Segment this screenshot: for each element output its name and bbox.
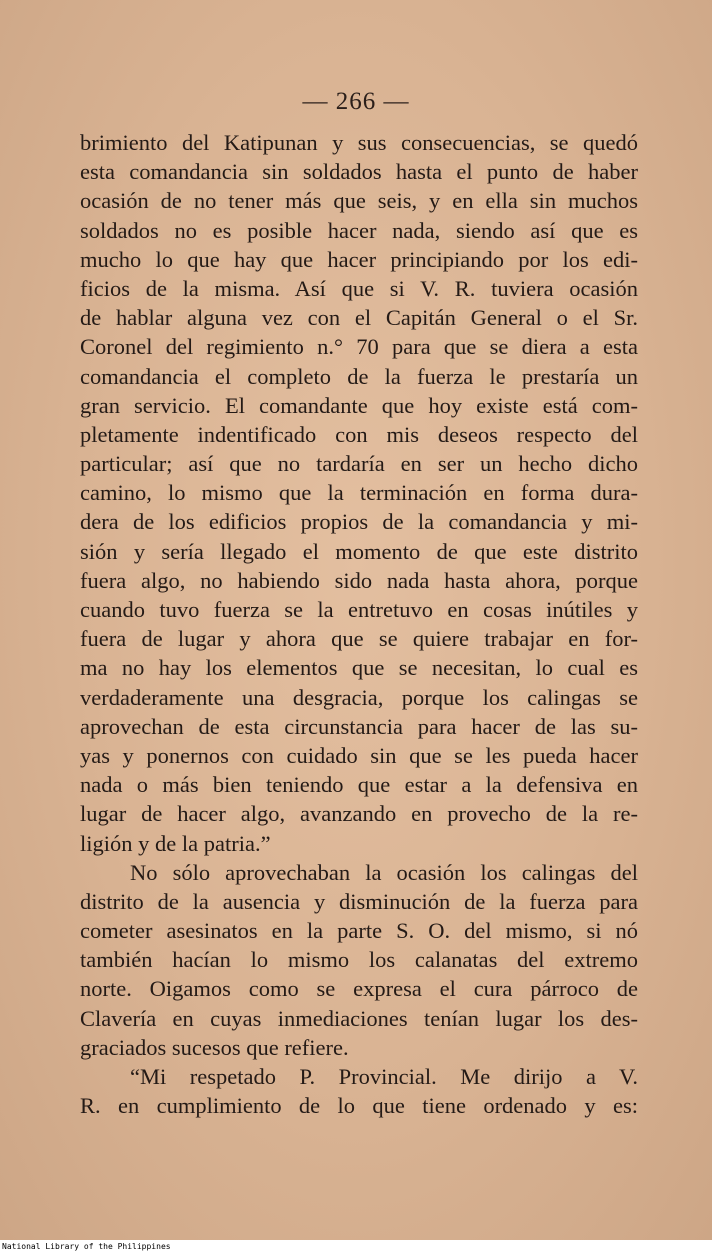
text-line: esta comandancia sin soldados hasta el punto de haber <box>80 159 638 185</box>
text-line: cometer asesinatos en la parte S. O. del mismo, si nó <box>80 918 638 944</box>
text-line: verdaderamente una desgracia, porque los calingas se <box>80 684 638 710</box>
text-line: brimiento del Katipunan y sus consecuencias, se quedó <box>80 130 638 155</box>
text-line: mucho lo que hay que hacer principiando por los edi- <box>80 246 638 272</box>
text-line: R. en cumplimiento de lo que tiene ordenado y es: <box>80 1093 638 1119</box>
body-text <box>80 128 638 1120</box>
text-line: distrito de la ausencia y disminución de la fuerza para <box>80 888 638 914</box>
text-line: de hablar alguna vez con el Capitán General o el Sr. <box>80 305 638 331</box>
text-line: soldados no es posible hacer nada, siendo así que es <box>80 217 638 243</box>
text-line: ma no hay los elementos que se necesitan, lo cual es <box>80 655 638 681</box>
text-line: “Mi respetado P. Provincial. Me dirijo a V. <box>130 1064 638 1089</box>
text-line: lugar de hacer algo, avanzando en provecho de la re- <box>80 801 638 827</box>
text-line: ligión y de la patria.” <box>80 830 271 856</box>
text-line: dera de los edificios propios de la comandancia y mi- <box>80 509 638 535</box>
library-watermark: National Library of the Philippines <box>0 1240 712 1253</box>
text-line: Coronel del regimiento n.° 70 para que se diera a esta <box>80 334 638 360</box>
text-line: ficios de la misma. Así que si V. R. tuviera ocasión <box>80 275 638 301</box>
text-line: fuera de lugar y ahora que se quiere trabajar en for- <box>80 626 638 652</box>
text-line: también hacían lo mismo los calanatas del extremo <box>80 947 638 973</box>
text-line: ocasión de no tener más que seis, y en ella sin muchos <box>80 188 638 214</box>
text-line: fuera algo, no habiendo sido nada hasta ahora, porque <box>80 567 638 593</box>
text-line: camino, lo mismo que la terminación en forma dura- <box>80 480 638 506</box>
text-line: graciados sucesos que refiere. <box>80 1034 349 1060</box>
text-line: Clavería en cuyas inmediaciones tenían lugar los des- <box>80 1005 638 1031</box>
text-line: comandancia el completo de la fuerza le prestaría un <box>80 363 638 389</box>
page-number: — 266 — <box>302 88 410 115</box>
text-line: aprovechan de esta circunstancia para hacer de las su- <box>80 713 638 739</box>
text-line: cuando tuvo fuerza se la entretuvo en cosas inútiles y <box>80 597 638 622</box>
text-line: pletamente indentificado con mis deseos respecto del <box>80 421 638 447</box>
text-line: sión y sería llegado el momento de que este distrito <box>80 538 638 564</box>
text-line: No sólo aprovechaban la ocasión los calingas del <box>130 859 638 885</box>
text-line: yas y ponernos con cuidado sin que se les pueda hacer <box>80 742 638 768</box>
text-line: gran servicio. El comandante que hoy existe está com- <box>80 392 638 418</box>
text-line: norte. Oigamos como se expresa el cura párroco de <box>80 976 638 1002</box>
text-line: particular; así que no tardaría en ser un hecho dicho <box>80 451 638 477</box>
text-line: nada o más bien teniendo que estar a la defensiva en <box>80 772 638 798</box>
